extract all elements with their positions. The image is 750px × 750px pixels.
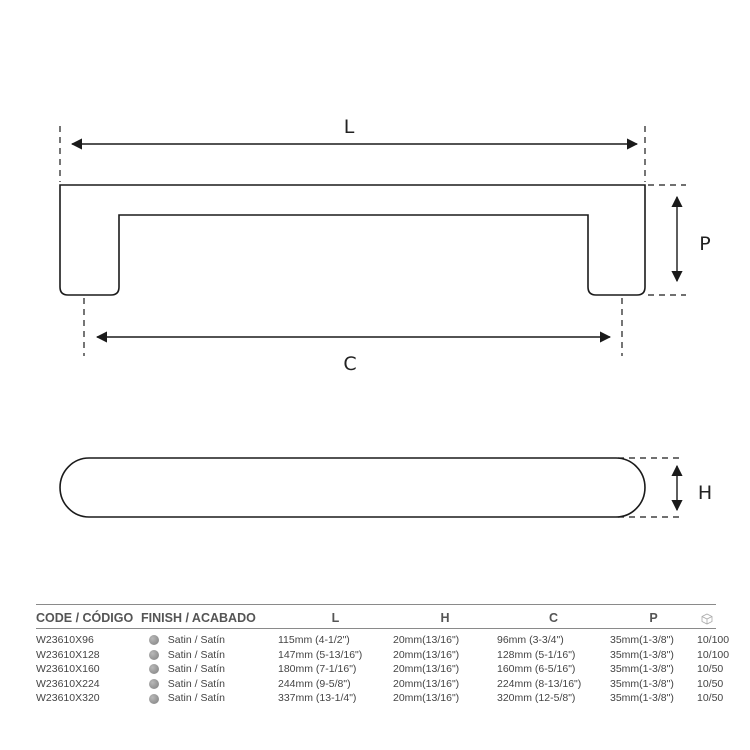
header-c: C xyxy=(497,605,610,629)
p-cell: 35mm(1-3/8") xyxy=(610,692,674,705)
c-cell: 96mm (3-3/4") xyxy=(497,634,564,646)
finish-cell xyxy=(141,691,278,706)
header-finish: FINISH / ACABADO xyxy=(141,605,278,629)
finish-swatch-icon xyxy=(149,635,159,645)
pack-cell: 10/100 xyxy=(697,634,730,646)
c-cell: 160mm (6-5/16") xyxy=(497,663,576,676)
l-label: L xyxy=(343,116,355,138)
c-cell: 128mm (5-1/16") xyxy=(497,648,576,661)
handle-top-view xyxy=(60,458,645,517)
code-cell: W23610X320 xyxy=(36,692,100,705)
finish-swatch-icon xyxy=(149,679,159,689)
h-cell: 20mm(13/16") xyxy=(393,648,460,661)
finish-swatch-icon xyxy=(149,650,159,660)
h-cell: 20mm(13/16") xyxy=(393,634,460,646)
c-label: C xyxy=(343,353,357,375)
p-cell: 35mm(1-3/8") xyxy=(610,663,674,676)
header-code: CODE / CÓDIGO xyxy=(36,605,141,629)
finish-cell xyxy=(141,629,278,648)
finish-cell xyxy=(141,648,278,663)
code-cell: W23610X160 xyxy=(36,663,100,676)
finish-text: Satin / Satín xyxy=(167,648,225,661)
table-row xyxy=(36,629,716,648)
header-h: H xyxy=(393,605,497,629)
header-pack xyxy=(697,605,716,629)
pack-cell: 10/50 xyxy=(697,677,724,690)
table-row xyxy=(36,691,716,706)
table-row xyxy=(36,677,716,692)
box-icon xyxy=(701,613,713,625)
finish-text: Satin / Satín xyxy=(167,663,225,676)
l-cell: 337mm (13-1/4") xyxy=(278,692,357,705)
finish-cell xyxy=(141,677,278,692)
l-cell: 147mm (5-13/16") xyxy=(278,648,363,661)
code-cell: W23610X224 xyxy=(36,677,100,690)
finish-text: Satin / Satín xyxy=(167,692,225,705)
header-l: L xyxy=(278,605,393,629)
code-cell: W23610X96 xyxy=(36,634,94,646)
table-row xyxy=(36,648,716,663)
l-cell: 115mm (4-1/2") xyxy=(278,634,350,646)
table-row xyxy=(36,662,716,677)
code-cell: W23610X128 xyxy=(36,648,100,661)
h-cell: 20mm(13/16") xyxy=(393,663,460,676)
h-cell: 20mm(13/16") xyxy=(393,677,460,690)
table-header-row xyxy=(36,605,716,629)
l-cell: 180mm (7-1/16") xyxy=(278,663,357,676)
finish-text: Satin / Satín xyxy=(167,677,225,690)
h-cell: 20mm(13/16") xyxy=(393,692,460,705)
h-label: H xyxy=(697,482,713,504)
p-cell: 35mm(1-3/8") xyxy=(610,634,674,646)
pack-cell: 10/50 xyxy=(697,663,724,676)
c-cell: 320mm (12-5/8") xyxy=(497,692,576,705)
pack-cell: 10/50 xyxy=(697,692,724,705)
p-cell: 35mm(1-3/8") xyxy=(610,677,674,690)
header-p: P xyxy=(610,605,697,629)
finish-swatch-icon xyxy=(149,694,159,704)
finish-swatch-icon xyxy=(149,664,159,674)
spec-table xyxy=(36,604,730,706)
finish-text: Satin / Satín xyxy=(167,634,225,646)
p-label: P xyxy=(699,233,711,255)
finish-cell xyxy=(141,662,278,677)
l-cell: 244mm (9-5/8") xyxy=(278,677,351,690)
c-cell: 224mm (8-13/16") xyxy=(497,677,582,690)
handle-front-view xyxy=(60,185,645,295)
pack-cell: 10/100 xyxy=(697,648,730,661)
p-cell: 35mm(1-3/8") xyxy=(610,648,674,661)
